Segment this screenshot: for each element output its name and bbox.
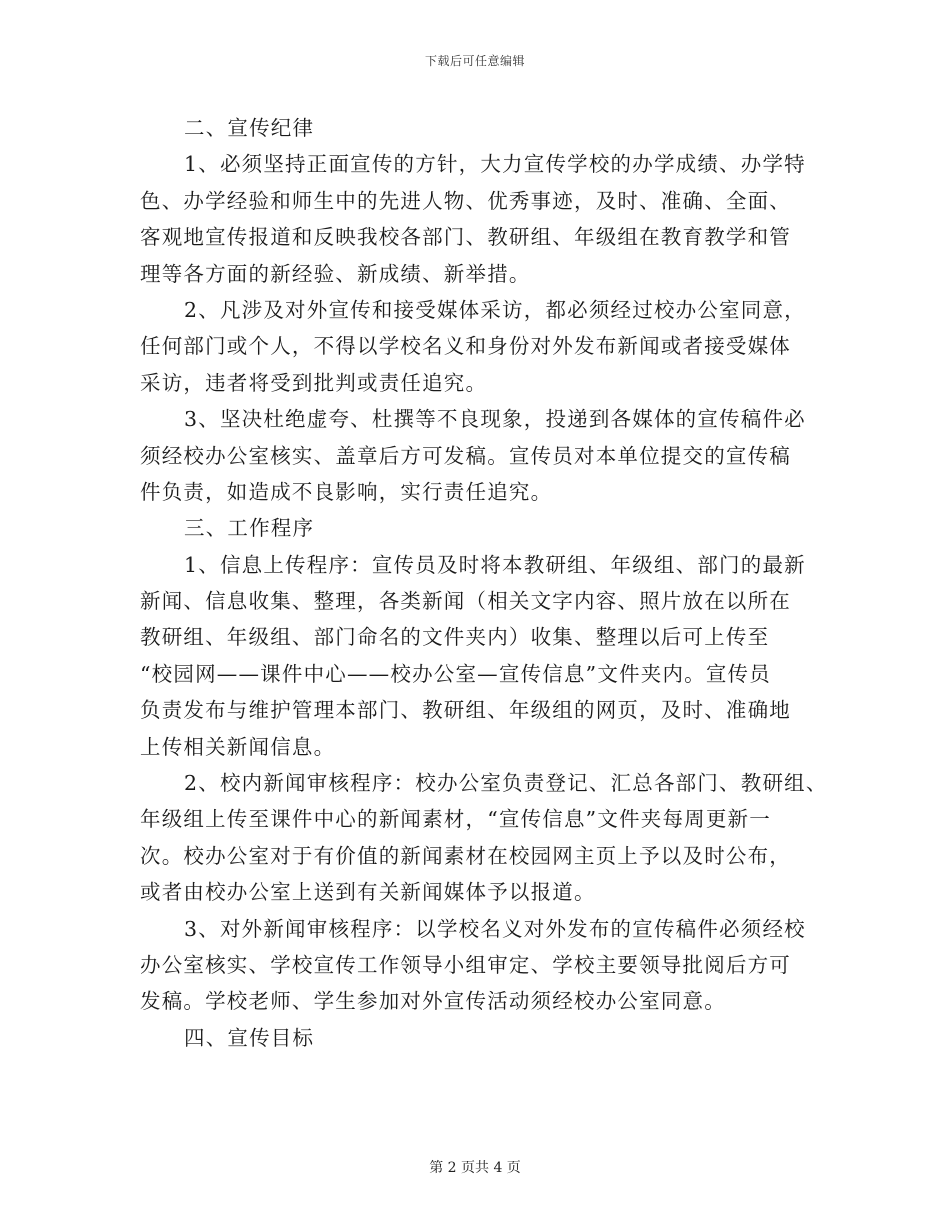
text-line: 办公室核实、学校宣传工作领导小组审定、学校主要领导批阅后方可 xyxy=(140,952,791,977)
text-line: 理等各方面的新经验、新成绩、新举措。 xyxy=(140,261,531,286)
text-line: 件负责，如造成不良影响，实行责任追究。 xyxy=(140,479,553,504)
text-line: 任何部门或个人，不得以学校名义和身份对外发布新闻或者接受媒体 xyxy=(140,334,791,359)
text-line: 三、工作程序 xyxy=(184,516,315,541)
text-line: 1、信息上传程序：宣传员及时将本教研组、年级组、部门的最新 xyxy=(184,552,806,577)
text-line: 1、必须坚持正面宣传的方针，大力宣传学校的办学成绩、办学特 xyxy=(184,152,806,177)
text-line: 须经校办公室核实、盖章后方可发稿。宣传员对本单位提交的宣传稿 xyxy=(140,443,791,468)
text-line: 二、宣传纪律 xyxy=(184,116,315,140)
text-line: 色、办学经验和师生中的先进人物、优秀事迹，及时、准确、全面、 xyxy=(140,188,791,213)
text-line: 采访，违者将受到批判或责任追究。 xyxy=(140,370,488,395)
text-line: 客观地宣传报道和反映我校各部门、教研组、年级组在教育教学和管 xyxy=(140,225,791,250)
text-line: 次。校办公室对于有价值的新闻素材在校园网主页上予以及时公布， xyxy=(140,843,791,868)
text-line: 2、凡涉及对外宣传和接受媒体采访，都必须经过校办公室同意， xyxy=(184,297,806,322)
text-line: 负责发布与维护管理本部门、教研组、年级组的网页，及时、准确地 xyxy=(140,698,791,723)
text-line: 3、坚决杜绝虚夸、杜撰等不良现象，投递到各媒体的宣传稿件必 xyxy=(184,407,806,432)
text-line: 新闻、信息收集、整理，各类新闻（相关文字内容、照片放在以所在 xyxy=(140,589,791,614)
text-line: 四、宣传目标 xyxy=(184,1025,315,1050)
text-line: 或者由校办公室上送到有关新闻媒体予以报道。 xyxy=(140,880,596,905)
text-line: “校园网——课件中心——校办公室—宣传信息”文件夹内。宣传员 xyxy=(140,661,771,686)
text-line: 2、校内新闻审核程序：校办公室负责登记、汇总各部门、教研组、 xyxy=(184,771,828,796)
page-header: 下载后可任意编辑 xyxy=(424,54,525,68)
page-footer: 第 2 页共 4 页 xyxy=(429,1160,521,1176)
document-body xyxy=(140,110,830,1056)
text-line: 年级组上传至课件中心的新闻素材，“宣传信息”文件夹每周更新一 xyxy=(140,807,771,832)
text-line: 3、对外新闻审核程序：以学校名义对外发布的宣传稿件必须经校 xyxy=(184,916,806,941)
text-line: 上传相关新闻信息。 xyxy=(140,734,336,759)
text-line: 发稿。学校老师、学生参加对外宣传活动须经校办公室同意。 xyxy=(140,989,726,1014)
text-line: 教研组、年级组、部门命名的文件夹内）收集、整理以后可上传至 xyxy=(140,625,770,650)
